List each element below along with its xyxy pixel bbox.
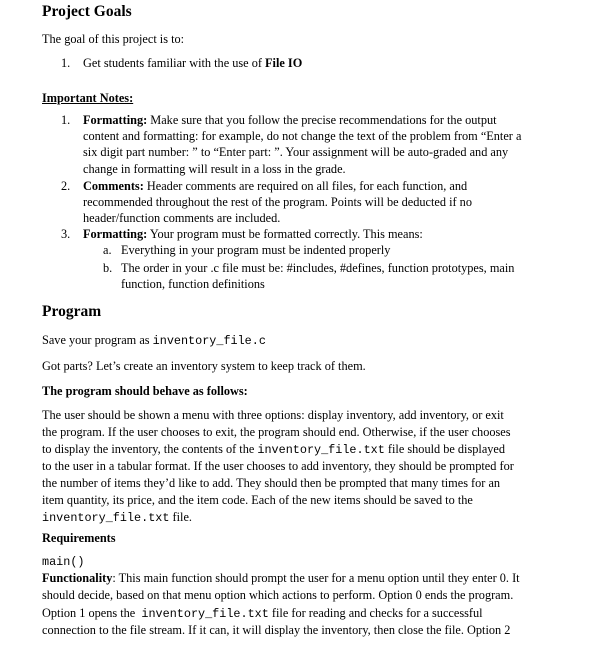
- inline-text: should decide, based on that menu option which actions to perform. Option 0 ends the program.: [42, 588, 514, 603]
- inline-text: file.: [169, 510, 192, 524]
- save-prefix: Save your program as: [42, 333, 153, 347]
- inline-code: inventory_file.txt: [42, 511, 170, 525]
- subitem-text: function, function definitions: [121, 277, 265, 291]
- note-text: Your program must be formatted correctly. This means:: [147, 227, 423, 241]
- inline-text: to display the inventory, the contents of the: [42, 442, 258, 456]
- note-text: change in formatting will result in a loss in the grade.: [83, 162, 346, 176]
- subitem-text: The order in your .c file must be: #includes, #defines, function prototypes, main: [121, 261, 515, 275]
- inline-text: Option 1 opens the: [42, 605, 142, 620]
- inline-code: inventory_file.txt: [141, 606, 269, 621]
- inline-text: file should be displayed: [384, 442, 506, 456]
- inline-text: : This main function should prompt the user for a menu option until they enter 0. It: [112, 571, 520, 585]
- inline-text: to the user in a tabular format. If the user chooses to add inventory, they should be prompted for: [42, 459, 514, 473]
- inline-text: file for reading and checks for a successful: [268, 605, 483, 620]
- paragraph-line: [42, 493, 473, 509]
- note-text: Make sure that you follow the precise recommendations for the output: [147, 113, 497, 127]
- requirements-heading: Requirements: [42, 531, 116, 545]
- note-number: 1.: [61, 113, 71, 127]
- program-intro: Got parts? Let’s create an inventory system to keep track of them.: [42, 359, 366, 373]
- important-notes-heading: Important Notes:: [42, 91, 134, 105]
- save-filename: inventory_file.c: [152, 334, 266, 348]
- note-title: Comments:: [83, 179, 144, 193]
- paragraph-line: [42, 425, 511, 441]
- subitem-letter: b.: [103, 261, 113, 275]
- note-number: 2.: [61, 179, 71, 193]
- subitem-text: Everything in your program must be indented properly: [121, 243, 391, 257]
- inline-text: the program. If the user chooses to exit, the program should end. Otherwise, if the user chooses: [42, 425, 511, 439]
- inline-text: the number of items they’d like to add. They should then be prompted that many times for an: [42, 476, 501, 490]
- note-3-line-1: [83, 227, 423, 243]
- inline-code: inventory_file.txt: [257, 443, 385, 457]
- note-number: 3.: [61, 227, 71, 241]
- note-1-line-1: [83, 113, 497, 129]
- save-instruction: [42, 333, 266, 350]
- goals-intro: The goal of this project is to:: [42, 32, 185, 46]
- goal-item-number: 1.: [61, 56, 71, 70]
- inline-text: The user should be shown a menu with three options: display inventory, add inventory, or exit: [42, 408, 504, 422]
- paragraph-line: [42, 510, 192, 527]
- paragraph-line: [42, 459, 514, 475]
- inline-text: connection to the file stream. If it can, it will display the inventory, then close the file. Option 2: [42, 622, 511, 637]
- note-title: Formatting:: [83, 113, 148, 127]
- paragraph-line: [42, 588, 513, 604]
- inline-text: item quantity, its price, and the item code. Each of the new items should be saved to the: [42, 493, 473, 507]
- inline-text: Functionality: [42, 571, 113, 585]
- note-text: header/function comments are included.: [83, 211, 281, 225]
- goal-item-bold: File IO: [265, 56, 303, 70]
- note-text: recommended throughout the rest of the program. Points will be deducted if no: [83, 195, 472, 209]
- note-title: Formatting:: [83, 227, 148, 241]
- paragraph-line: [42, 571, 520, 587]
- paragraph-line: [42, 476, 500, 492]
- program-heading: Program: [42, 303, 102, 320]
- goal-item-text: Get students familiar with the use of: [83, 56, 266, 70]
- paragraph-line: [42, 408, 504, 424]
- paragraph-line: [42, 442, 505, 459]
- paragraph-line: [42, 623, 510, 639]
- note-2-line-1: [83, 179, 467, 195]
- subitem-letter: a.: [103, 243, 112, 257]
- note-text: Header comments are required on all files, for each function, and: [143, 179, 468, 193]
- paragraph-line: [42, 606, 483, 623]
- goal-item: [83, 56, 302, 72]
- note-text: content and formatting: for example, do not change the text of the problem from “Enter a: [83, 129, 522, 143]
- note-text: six digit part number: ” to “Enter part: ”. Your assignment will be auto-graded and any: [83, 145, 509, 159]
- project-goals-heading: Project Goals: [42, 3, 132, 20]
- main-signature: main(): [42, 555, 85, 569]
- behave-heading: The program should behave as follows:: [42, 384, 248, 398]
